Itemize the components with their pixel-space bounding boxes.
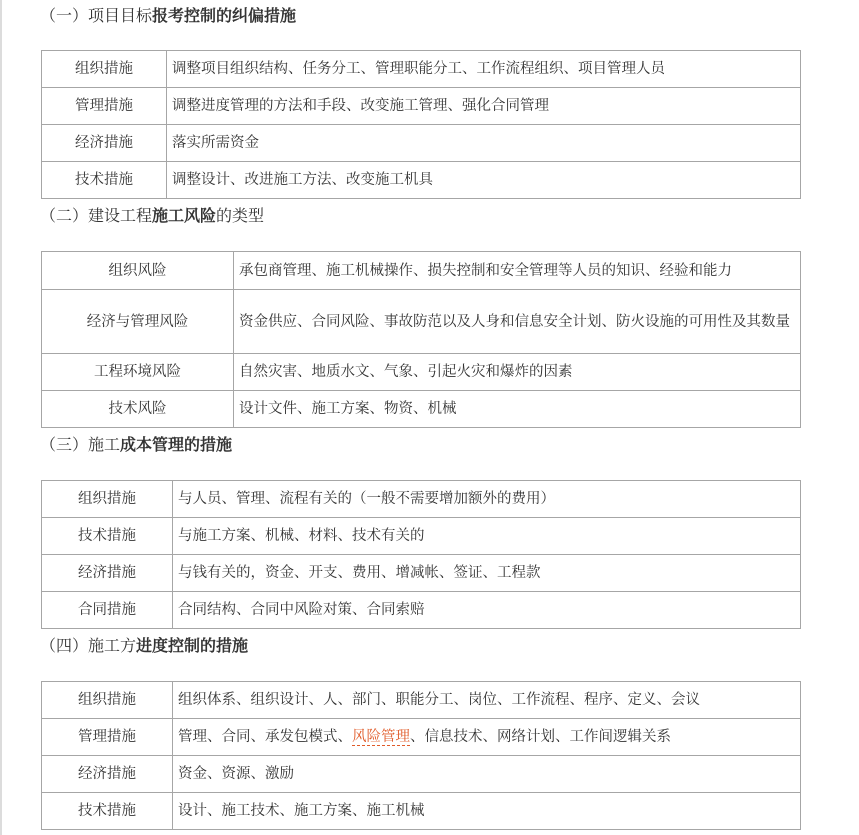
left-border: [0, 0, 2, 835]
section-3-table: [41, 480, 801, 629]
section-1-heading: （一）项目目标报考控制的纠偏措施: [40, 6, 297, 25]
table-row: 组织风险 承包商管理、施工机械操作、损失控制和安全管理等人员的知识、经验和能力: [42, 252, 801, 290]
table-row: 经济措施 落实所需资金: [42, 125, 801, 162]
table-row: 技术措施 设计、施工技术、施工方案、施工机械: [42, 793, 801, 830]
table-row: 经济措施 与钱有关的，资金、开支、费用、增减帐、签证、工程款: [42, 555, 801, 592]
table-row: 管理措施 调整进度管理的方法和手段、改变施工管理、强化合同管理: [42, 88, 801, 125]
section-1-table: [41, 50, 801, 199]
table-row: 组织措施 调整项目组织结构、任务分工、管理职能分工、工作流程组织、项目管理人员: [42, 51, 801, 88]
table-row: 技术措施 与施工方案、机械、材料、技术有关的: [42, 518, 801, 555]
section-4-table: [41, 681, 801, 830]
table-row: 工程环境风险 自然灾害、地质水文、气象、引起火灾和爆炸的因素: [42, 354, 801, 391]
table-row: 管理措施 管理、合同、承发包模式、风险管理、信息技术、网络计划、工作间逻辑关系: [42, 719, 801, 756]
section-2-table: [41, 251, 801, 428]
table-row: 合同措施 合同结构、合同中风险对策、合同索赔: [42, 592, 801, 629]
table-row: 技术风险 设计文件、施工方案、物资、机械: [42, 391, 801, 428]
table-row: 组织措施 组织体系、组织设计、人、部门、职能分工、岗位、工作流程、程序、定义、会议: [42, 682, 801, 719]
risk-management-link[interactable]: 风险管理: [352, 729, 410, 745]
section-2-heading: （二）建设工程施工风险的类型: [40, 206, 265, 225]
table-row: 组织措施 与人员、管理、流程有关的（一般不需要增加额外的费用）: [42, 481, 801, 518]
table-row: 经济与管理风险 资金供应、合同风险、事故防范以及人身和信息安全计划、防火设施的可用性及其数量: [42, 290, 801, 354]
table-row: 经济措施 资金、资源、激励: [42, 756, 801, 793]
section-4-heading: （四）施工方进度控制的措施: [40, 636, 249, 655]
table-row: 技术措施 调整设计、改进施工方法、改变施工机具: [42, 162, 801, 199]
section-3-heading: （三）施工成本管理的措施: [40, 435, 233, 454]
